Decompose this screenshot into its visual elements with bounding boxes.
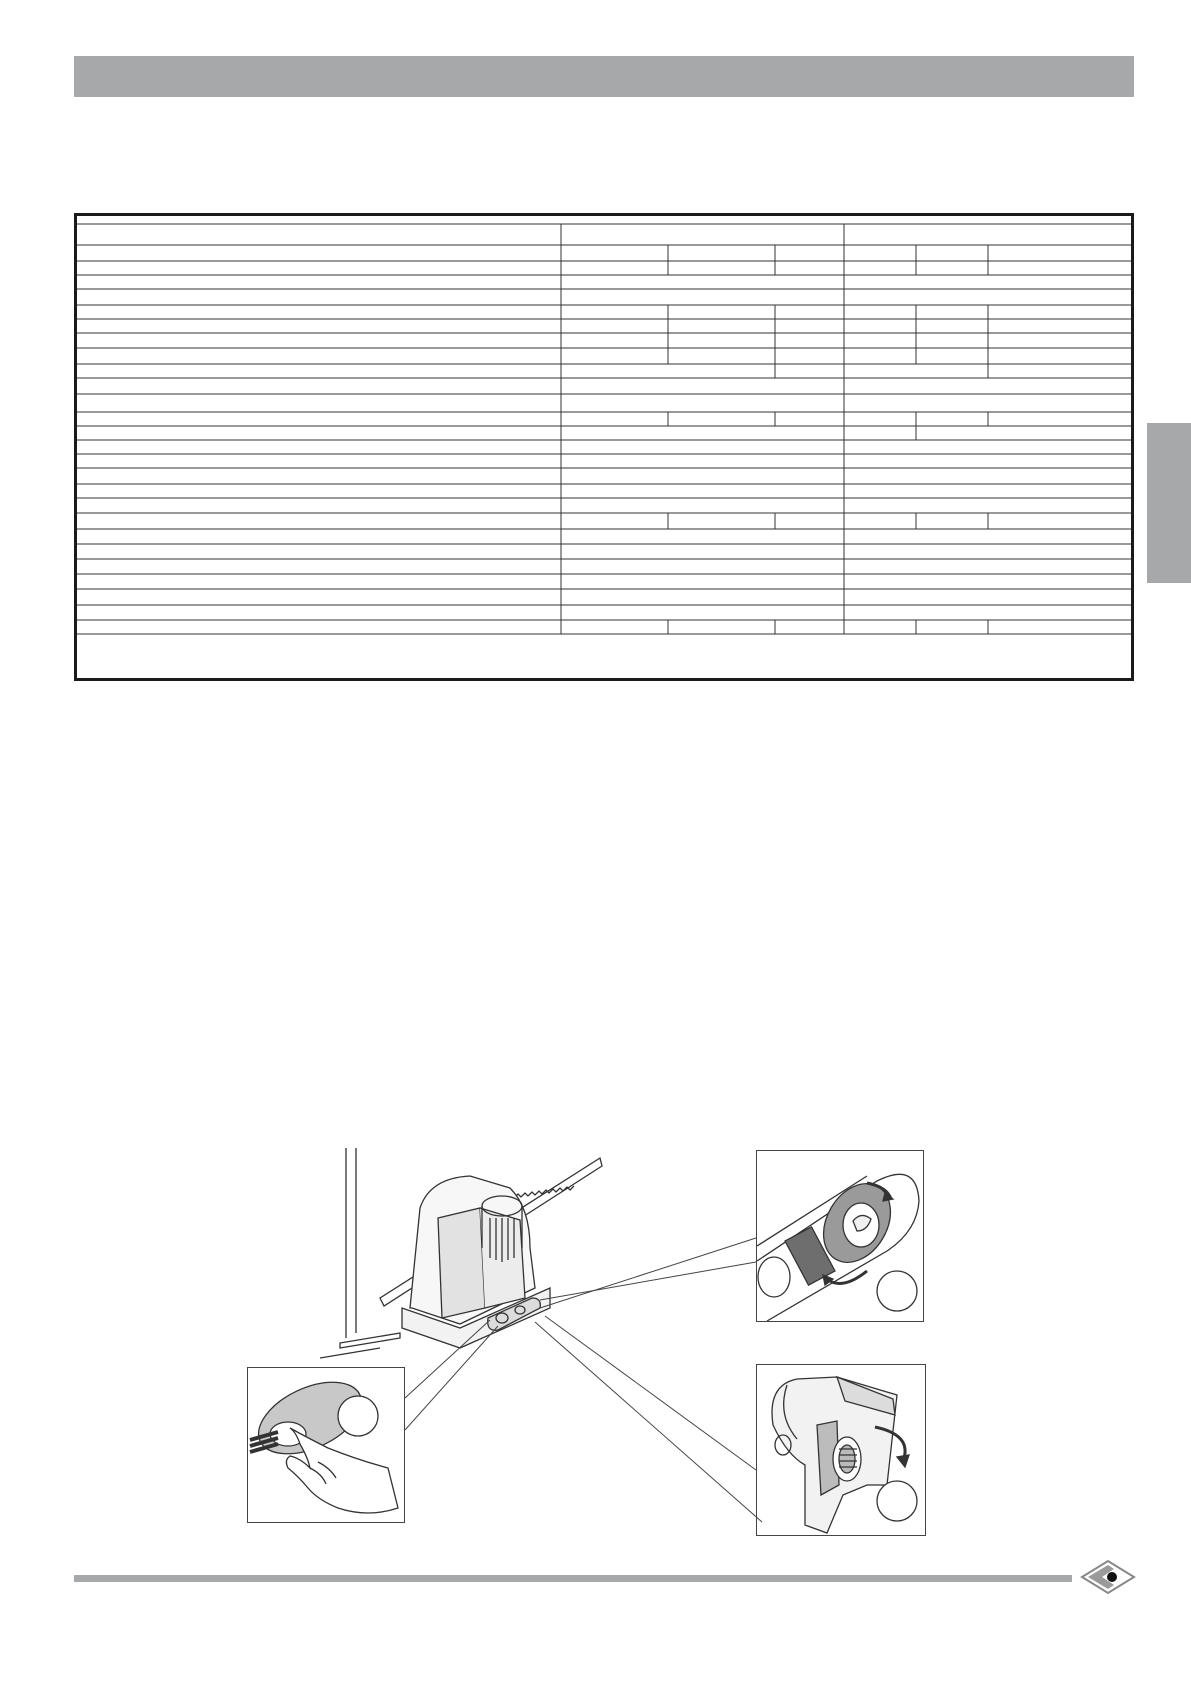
footer-bar: [74, 1575, 1072, 1582]
gate-motor-illustration: [320, 1148, 620, 1368]
header-bar: [74, 56, 1134, 97]
release-lever-detail: [756, 1364, 926, 1536]
brand-logo-icon: [1080, 1557, 1136, 1597]
spec-table: [74, 213, 1134, 681]
spec-table-grid: [77, 216, 1131, 678]
press-cover-detail: [247, 1367, 405, 1523]
side-tab-marker: [1147, 423, 1191, 583]
release-lock-detail: [756, 1150, 924, 1322]
